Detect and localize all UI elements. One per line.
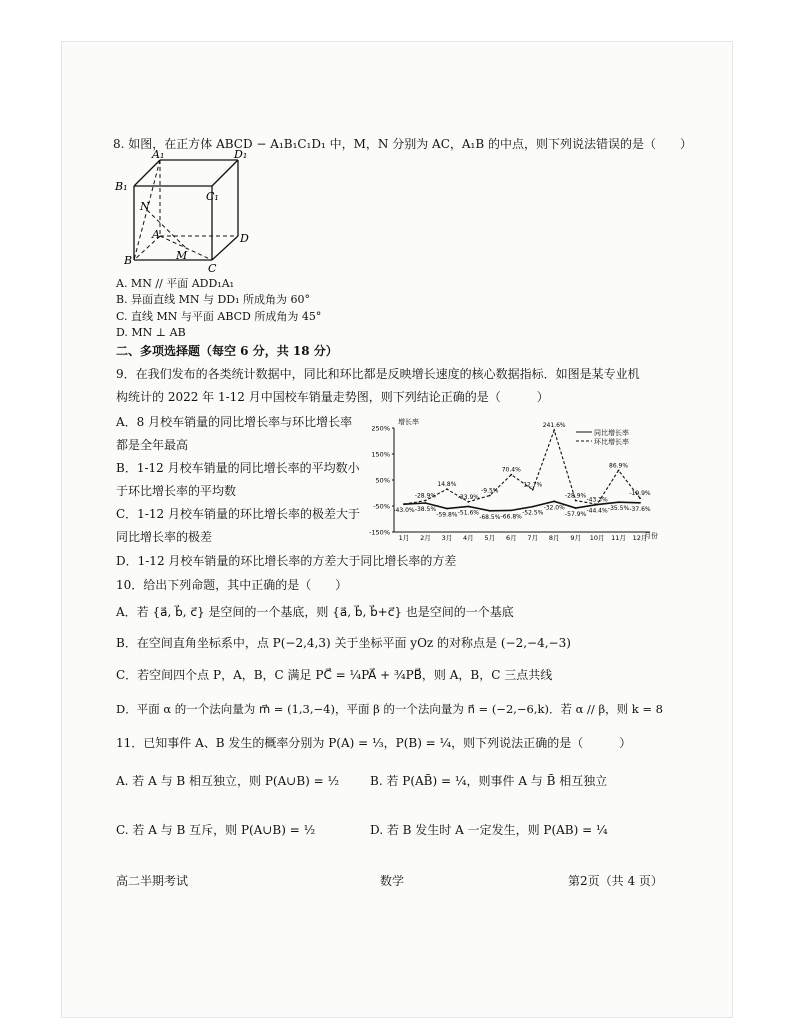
- data-point-mom: [639, 497, 641, 499]
- x-tick-label: 11月: [611, 534, 626, 542]
- data-point-mom: [553, 429, 555, 431]
- section2-title: 二、多项选择题（每空 6 分，共 18 分）: [116, 344, 338, 358]
- q11-option-a: A. 若 A 与 B 相互独立，则 P(A∪B) = ½: [116, 774, 340, 788]
- data-point-yoy: [467, 506, 469, 508]
- q8-option-d: D. MN ⊥ AB: [116, 326, 186, 339]
- data-label-mom: 70.4%: [501, 466, 521, 474]
- data-label-mom: -28.9%: [414, 492, 437, 500]
- data-point-mom: [532, 489, 534, 491]
- x-tick-label: 3月: [441, 534, 453, 542]
- data-label-mom: -43.3%: [586, 496, 608, 504]
- data-point-yoy: [446, 508, 448, 510]
- data-point-yoy: [575, 507, 577, 509]
- label-A1: A₁: [152, 148, 165, 161]
- data-label-yoy: -44.4%: [586, 507, 608, 515]
- x-tick-label: 8月: [548, 534, 560, 542]
- q11-option-c: C. 若 A 与 B 互斥，则 P(A∪B) = ½: [116, 823, 316, 837]
- data-label-mom: -19.9%: [629, 490, 651, 498]
- cube-figure: [112, 148, 262, 273]
- footer-subject: 数学: [380, 874, 405, 888]
- q9-stem-line2: 构统计的 2022 年 1-12 月中国校车销量走势图，则下列结论正确的是（ ）: [116, 390, 549, 404]
- data-point-mom: [489, 495, 491, 497]
- data-point-yoy: [553, 500, 555, 502]
- data-point-mom: [618, 470, 620, 472]
- data-point-yoy: [425, 502, 427, 504]
- q8-option-b: B. 异面直线 MN 与 DD₁ 所成角为 60°: [116, 293, 310, 306]
- x-tick-label: 12月: [632, 534, 648, 542]
- q10-option-c: C．若空间四个点 P，A，B，C 满足 PC⃗ = ¼PA⃗ + ¾PB⃗，则 A，B，C 三点共线: [116, 668, 553, 682]
- data-label-mom: 241.6%: [542, 422, 566, 430]
- x-tick-label: 10月: [589, 534, 605, 542]
- footer-exam-name: 高二半期考试: [116, 874, 189, 888]
- data-label-yoy: -51.6%: [457, 509, 479, 517]
- legend-label-mom: 环比增长率: [594, 438, 629, 446]
- data-label-mom: 14.8%: [437, 481, 457, 489]
- q11-option-b: B. 若 P(AB̄) = ¼，则事件 A 与 B̄ 相互独立: [370, 774, 608, 788]
- y-tick-label: 50%: [375, 476, 390, 485]
- q8-option-a: A. MN // 平面 ADD₁A₁: [116, 277, 235, 290]
- y-tick-label: -50%: [373, 502, 390, 511]
- q9-stem-line1: 9．在我们发布的各类统计数据中，同比和环比都是反映增长速度的核心数据指标．如图是某专业机: [116, 367, 640, 381]
- sales-growth-chart: [360, 414, 660, 544]
- data-label-mom: -28.9%: [565, 492, 587, 500]
- data-point-yoy: [489, 510, 491, 512]
- data-label-yoy: -52.5%: [522, 509, 544, 517]
- label-M: M: [176, 249, 188, 262]
- q9-option-b-2: 于环比增长率的平均数: [116, 484, 237, 498]
- data-label-mom: -9.5%: [481, 487, 499, 495]
- data-label-yoy: -32.0%: [543, 504, 565, 512]
- label-A: A: [152, 228, 160, 241]
- q10-option-b: B．在空间直角坐标系中，点 P(−2,4,3) 关于坐标平面 yOz 的对称点是 (−2,−4,−3): [116, 636, 571, 650]
- x-tick-label: 1月: [398, 534, 410, 542]
- q8-stem: 8. 如图，在正方体 ABCD − A₁B₁C₁D₁ 中，M，N 分别为 AC，A₁B 的中点，则下列说法错误的是（ ）: [113, 137, 692, 151]
- data-point-mom: [596, 503, 598, 505]
- data-point-mom: [510, 474, 512, 476]
- x-tick-label: 7月: [527, 534, 539, 542]
- label-D1: D₁: [234, 148, 248, 161]
- data-point-mom: [403, 503, 405, 505]
- data-label-yoy: -43.0%: [393, 507, 415, 515]
- x-tick-label: 9月: [570, 534, 581, 542]
- data-point-mom: [467, 501, 469, 503]
- data-point-mom: [575, 500, 577, 502]
- legend-label-yoy: 同比增长率: [594, 429, 629, 437]
- q11-option-d: D. 若 B 发生时 A 一定发生，则 P(AB) = ¼: [370, 823, 608, 837]
- data-label-yoy: -68.5%: [479, 513, 501, 521]
- label-B: B: [124, 254, 133, 267]
- x-tick-label: 5月: [484, 534, 496, 542]
- data-point-mom: [425, 500, 427, 502]
- x-axis-label: 月份: [644, 532, 658, 540]
- y-tick-label: -150%: [369, 528, 390, 537]
- data-point-yoy: [510, 509, 512, 511]
- data-point-mom: [446, 488, 448, 490]
- q10-option-d: D．平面 α 的一个法向量为 m⃗ = (1,3,−4)，平面 β 的一个法向量为 n⃗ = (−2,−6,k)．若 α // β，则 k = 8: [116, 702, 663, 716]
- chart-legend: [576, 428, 629, 446]
- footer-page-number: 第2页（共 4 页）: [568, 874, 663, 888]
- q9-option-c-1: C．1-12 月校车销量的环比增长率的极差大于: [116, 507, 360, 521]
- q10-stem: 10．给出下列命题，其中正确的是（ ）: [116, 578, 348, 592]
- data-point-yoy: [639, 502, 641, 504]
- data-label-mom: 86.9%: [609, 462, 629, 470]
- label-N: N: [140, 200, 150, 213]
- data-label-yoy: -59.8%: [436, 511, 458, 519]
- q9-option-a-1: A．8 月校车销量的同比增长率与环比增长率: [116, 415, 353, 429]
- data-label-yoy: -38.5%: [414, 506, 437, 514]
- data-label-yoy: -57.9%: [565, 511, 587, 519]
- q8-option-c: C. 直线 MN 与平面 ABCD 所成角为 45°: [116, 310, 322, 323]
- q9-option-a-2: 都是全年最高: [116, 438, 189, 452]
- data-point-yoy: [618, 501, 620, 503]
- q10-option-a: A．若 {a⃗, b⃗, c⃗} 是空间的一个基底，则 {a⃗, b⃗, b⃗+c⃗} 也是空间的一个基底: [116, 605, 514, 619]
- data-label-yoy: -66.8%: [500, 513, 522, 521]
- x-tick-label: 4月: [463, 534, 474, 542]
- q11-stem: 11．已知事件 A、B 发生的概率分别为 P(A) = ⅓，P(B) = ¼，则下列说法正确的是（ ）: [116, 736, 632, 750]
- q9-option-d: D．1-12 月校车销量的环比增长率的方差大于同比增长率的方差: [116, 554, 457, 568]
- data-label-mom: 12.7%: [523, 481, 543, 489]
- y-tick-label: 150%: [371, 450, 390, 459]
- data-label-yoy: -35.5%: [607, 505, 630, 513]
- x-tick-label: 6月: [505, 534, 517, 542]
- data-label-mom: -33.9%: [457, 493, 479, 501]
- q9-option-c-2: 同比增长率的极差: [116, 530, 213, 544]
- y-axis-label: 增长率: [398, 418, 419, 426]
- q9-option-b-1: B．1-12 月校车销量的同比增长率的平均数小: [116, 461, 360, 475]
- data-point-yoy: [532, 506, 534, 508]
- label-C1: C₁: [206, 190, 219, 203]
- y-tick-label: 250%: [371, 424, 390, 433]
- label-D: D: [240, 232, 249, 245]
- label-C: C: [208, 262, 217, 273]
- data-label-yoy: -37.6%: [629, 505, 651, 513]
- label-B1: B₁: [115, 180, 128, 193]
- x-tick-label: 2月: [420, 534, 431, 542]
